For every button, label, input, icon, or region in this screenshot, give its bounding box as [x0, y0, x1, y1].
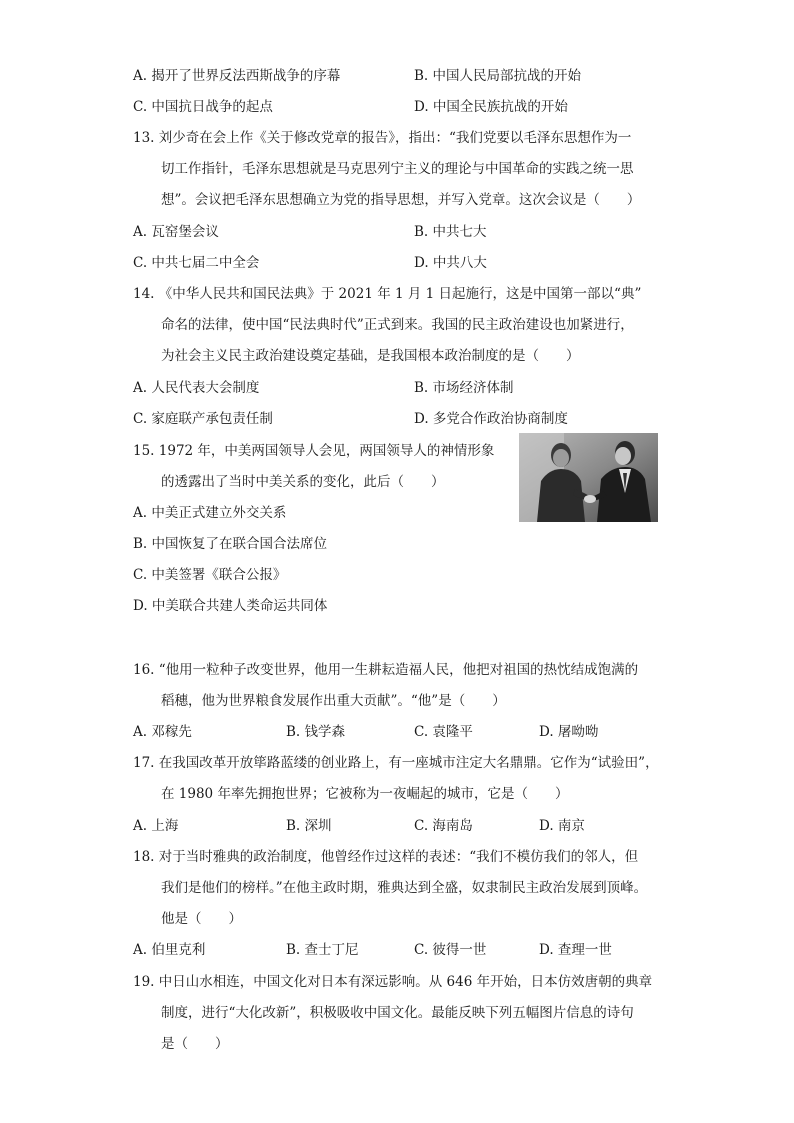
- q15-option-d[interactable]: D. 中美联合共建人类命运共同体: [133, 598, 328, 614]
- q18-option-c[interactable]: C. 彼得一世: [414, 942, 487, 958]
- q14-option-c[interactable]: C. 家庭联产承包责任制: [133, 411, 273, 427]
- q15-option-b[interactable]: B. 中国恢复了在联合国合法席位: [133, 536, 328, 552]
- q13-stem-line-3: 想”。会议把毛泽东思想确立为党的指导思想，并写入党章。这次会议是（ ）: [161, 192, 641, 208]
- q18-stem-line-3: 他是（ ）: [161, 911, 242, 927]
- leaders-handshake-photo: [519, 433, 658, 522]
- q14-stem-line-1: 14. 《中华人民共和国民法典》于 2021 年 1 月 1 日起施行，这是中国第一部以“典”: [133, 286, 642, 302]
- q18-stem-line-2: 我们是他们的榜样。”在他主政时期，雅典达到全盛，奴隶制民主政治发展到顶峰。: [161, 880, 648, 896]
- q18-stem-line-1: 18. 对于当时雅典的政治制度，他曾经作过这样的表述：“我们不模仿我们的邻人，但: [133, 849, 639, 865]
- q14-option-b[interactable]: B. 市场经济体制: [414, 380, 514, 396]
- q13-option-d[interactable]: D. 中共八大: [414, 255, 487, 271]
- q19-stem-line-3: 是（ ）: [161, 1036, 229, 1052]
- q19-stem-line-2: 制度，进行“大化改新”，积极吸收中国文化。最能反映下列五幅图片信息的诗句: [161, 1005, 634, 1021]
- q13-option-c[interactable]: C. 中共七届二中全会: [133, 255, 260, 271]
- q16-option-c[interactable]: C. 袁隆平: [414, 724, 473, 740]
- q18-option-d[interactable]: D. 查理一世: [539, 942, 612, 958]
- q12-option-b[interactable]: B. 中国人民局部抗战的开始: [414, 68, 582, 84]
- q16-option-b[interactable]: B. 钱学森: [286, 724, 346, 740]
- q18-option-a[interactable]: A. 伯里克利: [133, 942, 206, 958]
- q14-stem-line-3: 为社会主义民主政治建设奠定基础，是我国根本政治制度的是（ ）: [161, 348, 580, 364]
- q18-option-b[interactable]: B. 查士丁尼: [286, 942, 359, 958]
- q17-option-a[interactable]: A. 上海: [133, 818, 179, 834]
- q16-stem-line-2: 稻穗，他为世界粮食发展作出重大贡献”。“他”是（ ）: [161, 693, 506, 709]
- q15-stem-line-1: 15. 1972 年，中美两国领导人会见，两国领导人的神情形象: [133, 443, 495, 459]
- q12-option-a[interactable]: A. 揭开了世界反法西斯战争的序幕: [133, 68, 341, 84]
- q17-option-b[interactable]: B. 深圳: [286, 818, 332, 834]
- q15-stem-line-2: 的透露出了当时中美关系的变化，此后（ ）: [161, 474, 445, 490]
- q13-stem-line-2: 切工作指针，毛泽东思想就是马克思列宁主义的理论与中国革命的实践之统一思: [161, 161, 634, 177]
- q19-stem-line-1: 19. 中日山水相连，中国文化对日本有深远影响。从 646 年开始，日本仿效唐朝的典章: [133, 974, 653, 990]
- q17-stem-line-2: 在 1980 年率先拥抱世界；它被称为一夜崛起的城市，它是（ ）: [161, 786, 569, 802]
- q15-option-a[interactable]: A. 中美正式建立外交关系: [133, 505, 287, 521]
- q14-stem-line-2: 命名的法律，使中国“民法典时代”正式到来。我国的民主政治建设也加紧进行，: [161, 317, 634, 333]
- q17-stem-line-1: 17. 在我国改革开放筚路蓝缕的创业路上，有一座城市注定大名鼎鼎。它作为“试验田”，: [133, 755, 659, 771]
- q13-option-b[interactable]: B. 中共七大: [414, 224, 487, 240]
- q17-option-d[interactable]: D. 南京: [539, 818, 585, 834]
- q13-option-a[interactable]: A. 瓦窑堡会议: [133, 224, 219, 240]
- q13-stem-line-1: 13. 刘少奇在会上作《关于修改党章的报告》，指出：“我们党要以毛泽东思想作为一: [133, 130, 632, 146]
- q14-option-d[interactable]: D. 多党合作政治协商制度: [414, 411, 568, 427]
- q16-stem-line-1: 16. “他用一粒种子改变世界，他用一生耕耘造福人民，他把对祖国的热忱结成饱满的: [133, 662, 639, 678]
- q17-option-c[interactable]: C. 海南岛: [414, 818, 473, 834]
- q14-option-a[interactable]: A. 人民代表大会制度: [133, 380, 260, 396]
- q16-option-a[interactable]: A. 邓稼先: [133, 724, 192, 740]
- q12-option-d[interactable]: D. 中国全民族抗战的开始: [414, 99, 568, 115]
- q12-option-c[interactable]: C. 中国抗日战争的起点: [133, 99, 273, 115]
- leaders-handshake-icon: [519, 433, 658, 522]
- q16-option-d[interactable]: D. 屠呦呦: [539, 724, 599, 740]
- q15-option-c[interactable]: C. 中美签署《联合公报》: [133, 567, 287, 583]
